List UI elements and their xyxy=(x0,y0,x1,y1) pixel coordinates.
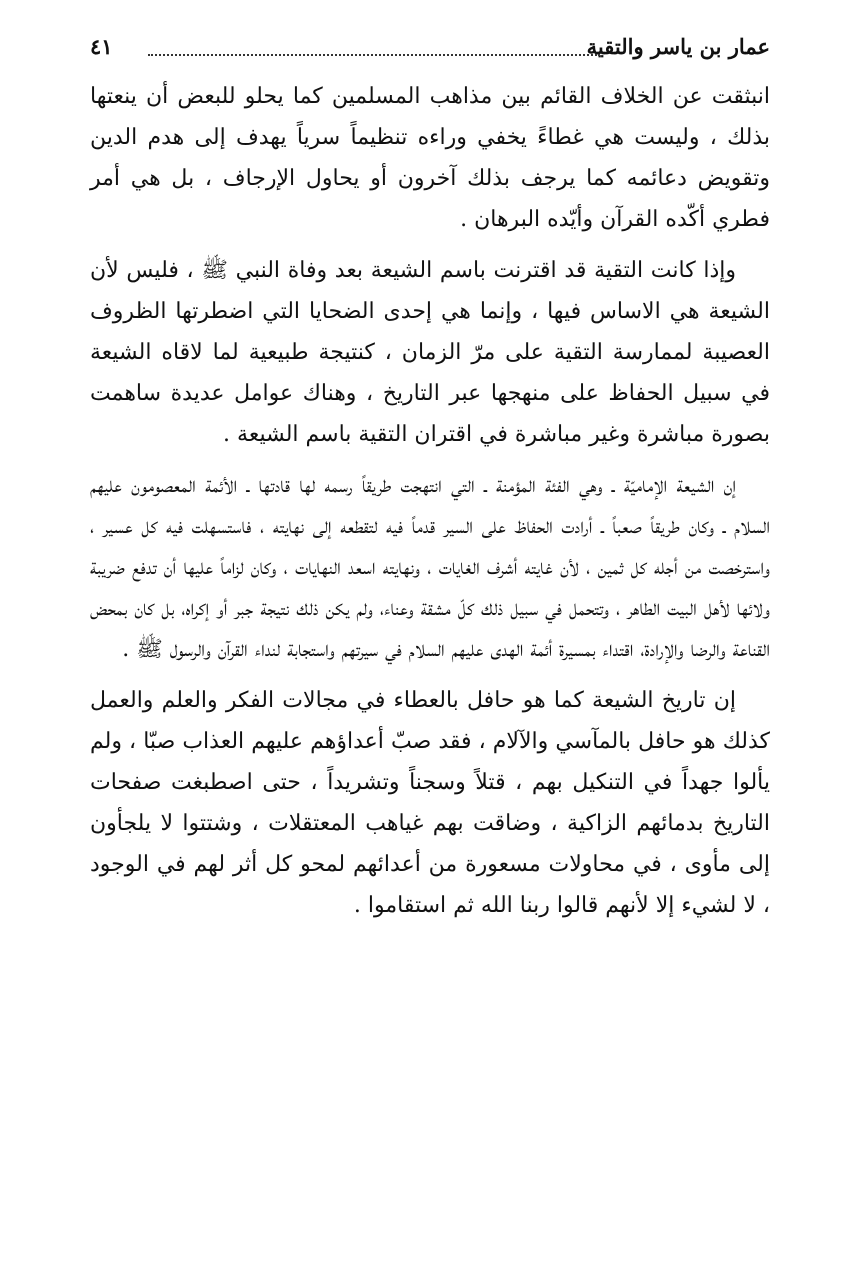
page-number: ٤١ xyxy=(90,34,113,59)
running-header xyxy=(90,30,770,70)
paragraph-taqiyya-shia: وإذا كانت التقية قد اقترنت باسم الشيعة بعد وفاة النبي ﷺ ، فليس لأن الشيعة هي الاساس فيها ، وإنما هي إحدى الضحايا التي اضطرتها الظروف العصيبة لممارسة التقية على مرّ الزمان ، كنتيجة طبيعية لما لاقاه الشيعة في سبيل الحفاظ على منهجها عبر التاريخ ، وهناك عوامل عديدة ساهمت بصورة مباشرة وغير مباشرة في اقتران التقية باسم الشيعة . xyxy=(90,258,770,447)
paragraph-history: إن تاريخ الشيعة كما هو حافل بالعطاء في مجالات الفكر والعلم والعمل كذلك هو حافل بالمآسي والآلام ، فقد صبّ أعداؤهم عليهم العذاب صبّا ، ولم يألوا جهداً في التنكيل بهم ، قتلاً وسجناً وتشريداً ، حتى اصطبغت صفحات التاريخ بدمائهم الزاكية ، وضاقت بهم غياهب المعتقلات ، وشتتوا لا يلجأون إلى مأوى ، في محاولات مسعورة من أعدائهم لمحو كل أثر لهم في الوجود ، لا لشيء إلا لأنهم قالوا ربنا الله ثم استقاموا . xyxy=(90,688,770,918)
paragraph-imamiyya: إن الشيعة الإماميّة ـ وهي الفئة المؤمنة ـ التي انتهجت طريقاً رسمه لها قادتها ـ الأئمة المعصومون عليهم السلام ـ وكان طريقاً صعباً ـ أرادت الحفاظ على السير قدماً فيه لتقطعه إلى نهايته ، فاستسهلت فيه كل عسير ، واسترخصت من أجله كل ثمين ، لأن غايته أشرف الغايات ، ونهايته اسعد النهايات ، وكان لزاماً عليها أن تدفع ضريبة ولائها لأهل البيت الطاهر ، وتتحمل في سبيل ذلك كلّ مشقة وعناء، ولم يكن ذلك نتيجة جبر أو إكراه، بل كان بمحض القناعة والرضا والإرادة، اقتداء بمسيرة أئمة الهدى عليهم السلام في سيرتهم واستجابة لنداء القرآن والرسول ﷺ . xyxy=(90,473,770,662)
running-title: عمار بن ياسر والتقية xyxy=(581,34,770,59)
body-text xyxy=(90,76,770,926)
book-page xyxy=(90,30,770,936)
paragraph-continuation: انبثقت عن الخلاف القائم بين مذاهب المسلمين كما يحلو للبعض أن ينعتها بذلك ، وليست هي غطاءً يخفي وراءه تنظيماً سرياً يهدف إلى هدم الدين وتقويض دعائمه كما يرجف بذلك آخرون أو يحاول الإرجاف ، بل هي أمر فطري أكّده القرآن وأيّده البرهان . xyxy=(90,84,770,232)
dotted-leader xyxy=(148,54,600,56)
